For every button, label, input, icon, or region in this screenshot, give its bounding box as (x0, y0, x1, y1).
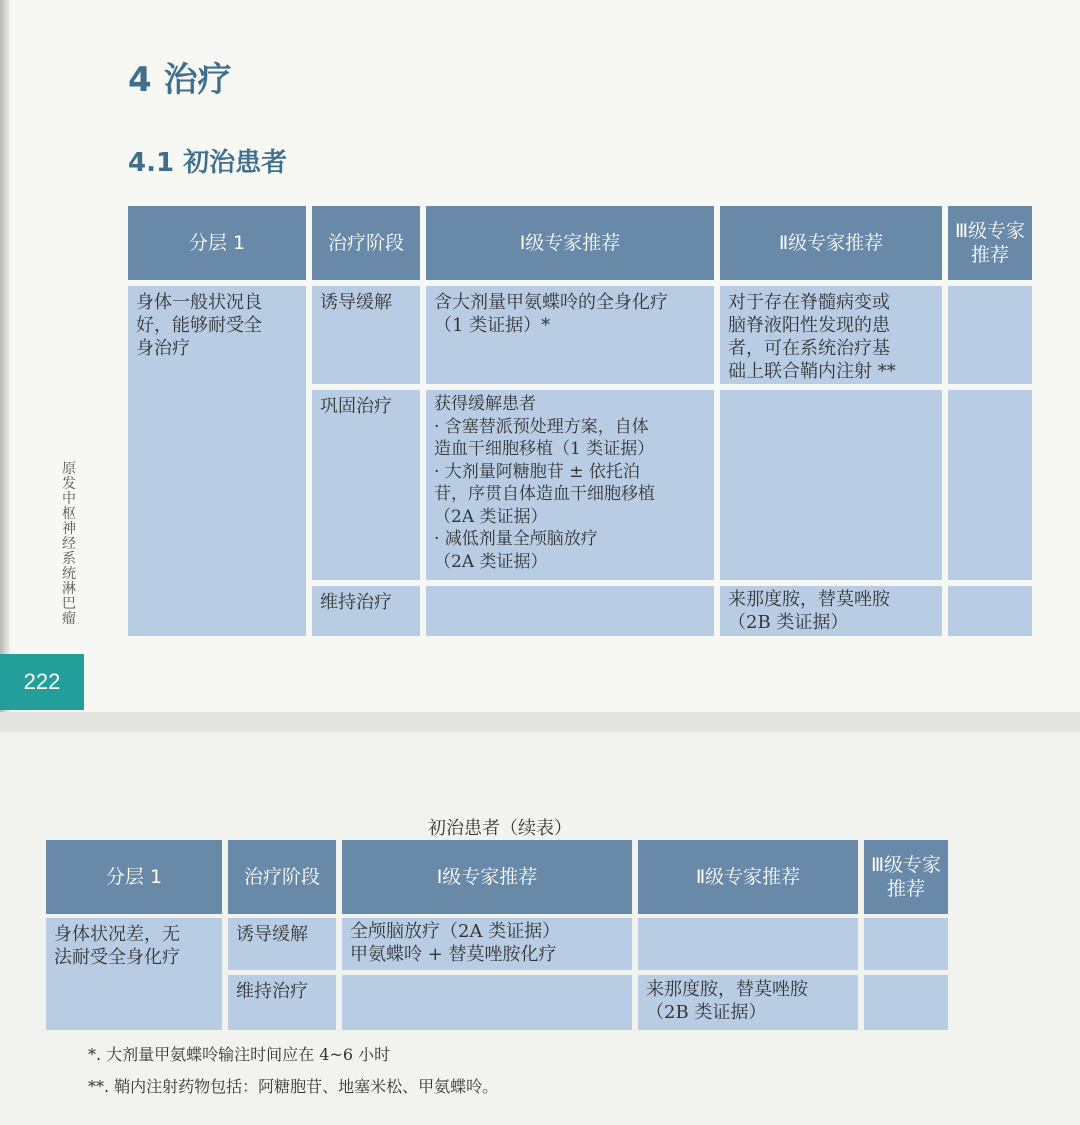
maintenance-level2: 来那度胺，替莫唑胺 （2B 类证据） (638, 975, 858, 1030)
header-level3: Ⅲ级专家推荐 (948, 206, 1032, 280)
page-number: 222 (0, 654, 84, 710)
consolidation-level2 (720, 390, 942, 580)
header-stratum: 分层 1 (128, 206, 306, 280)
maintenance-level3 (864, 975, 948, 1030)
footnote-1: *. 大剂量甲氨蝶呤输注时间应在 4~6 小时 (88, 1045, 391, 1064)
maintenance-level3 (948, 586, 1032, 636)
header-phase: 治疗阶段 (228, 840, 336, 914)
page-separator (0, 712, 1080, 732)
phase-maintenance: 维持治疗 (228, 975, 336, 1030)
footnote-2: **. 鞘内注射药物包括：阿糖胞苷、地塞米松、甲氨蝶呤。 (88, 1077, 499, 1096)
consolidation-level3 (948, 390, 1032, 580)
page-continued (0, 732, 1080, 1125)
header-level1: Ⅰ级专家推荐 (342, 840, 632, 914)
phase-induction: 诱导缓解 (228, 918, 336, 970)
phase-induction: 诱导缓解 (312, 286, 420, 384)
induction-level1: 全颅脑放疗（2A 类证据） 甲氨蝶呤 + 替莫唑胺化疗 (342, 918, 632, 970)
induction-level2: 对于存在脊髓病变或 脑脊液阳性发现的患 者，可在系统治疗基 础上联合鞘内注射 ** (720, 286, 942, 384)
stratum-cell: 身体状况差，无 法耐受全身化疗 (46, 918, 222, 1030)
consolidation-level1: 获得缓解患者 · 含塞替派预处理方案，自体 造血干细胞移植（1 类证据） · 大剂量阿糖胞苷 ± 依托泊 苷，序贯自体造血干细胞移植 （2A 类证据） · 减低剂量全颅脑放疗 （2A 类证据） (426, 390, 714, 580)
induction-level3 (864, 918, 948, 970)
header-level2: Ⅱ级专家推荐 (638, 840, 858, 914)
book-spine (0, 0, 10, 712)
maintenance-level1 (342, 975, 632, 1030)
maintenance-level2: 来那度胺，替莫唑胺 （2B 类证据） (720, 586, 942, 636)
header-phase: 治疗阶段 (312, 206, 420, 280)
induction-level2 (638, 918, 858, 970)
header-stratum: 分层 1 (46, 840, 222, 914)
induction-level1: 含大剂量甲氨蝶呤的全身化疗 （1 类证据）* (426, 286, 714, 384)
phase-consolidation: 巩固治疗 (312, 390, 420, 580)
header-level1: Ⅰ级专家推荐 (426, 206, 714, 280)
stratum-cell: 身体一般状况良 好，能够耐受全 身治疗 (128, 286, 306, 636)
header-level3: Ⅲ级专家推荐 (864, 840, 948, 914)
running-title: 原发中枢神经系统淋巴瘤 (62, 461, 76, 627)
table-caption: 初治患者（续表） (428, 818, 572, 839)
chapter-heading: 4 治疗 (128, 60, 232, 100)
section-heading: 4.1 初治患者 (128, 148, 288, 178)
header-level2: Ⅱ级专家推荐 (720, 206, 942, 280)
maintenance-level1 (426, 586, 714, 636)
induction-level3 (948, 286, 1032, 384)
phase-maintenance: 维持治疗 (312, 586, 420, 636)
